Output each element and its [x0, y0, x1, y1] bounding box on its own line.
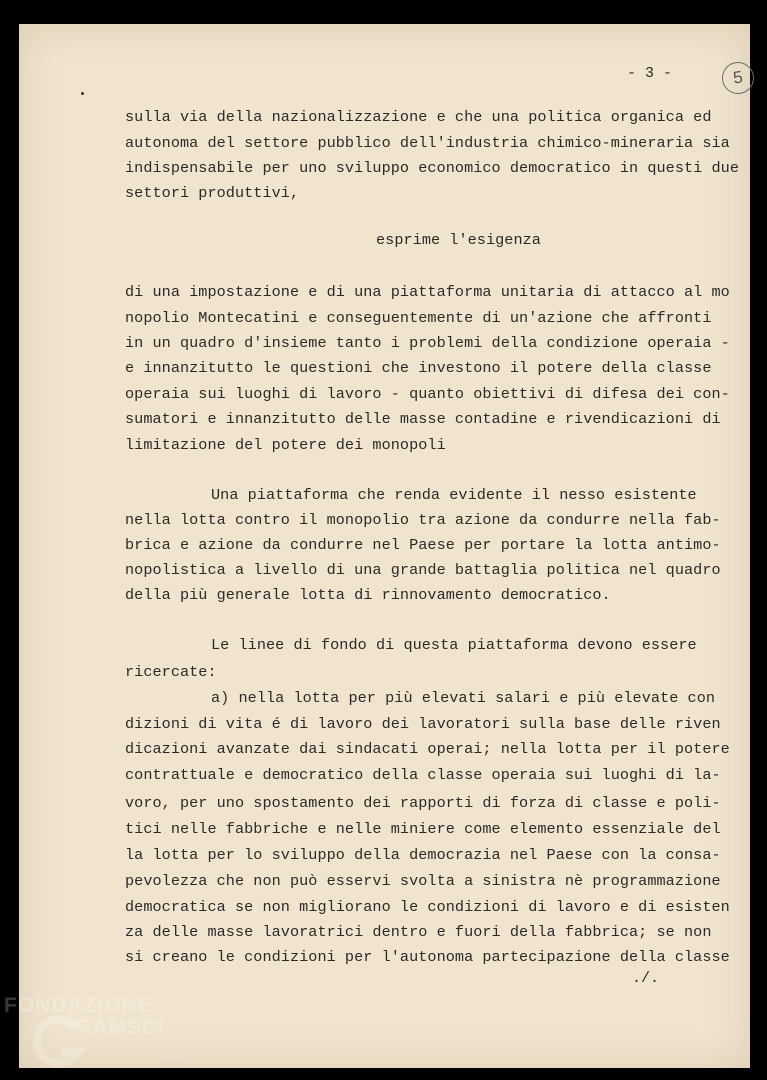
archive-stamp: 5 — [720, 60, 756, 96]
text-line: la lotta per lo sviluppo della democrazia nel Paese con la consa- — [125, 846, 721, 864]
text-line: della più generale lotta di rinnovamento democratico. — [125, 586, 611, 604]
text-line: limitazione del potere dei monopoli — [125, 436, 446, 454]
section-heading: esprime l'esigenza — [376, 231, 541, 249]
watermark-line-2: RAMSCI — [76, 1016, 165, 1039]
text-line: Una piattaforma che renda evidente il nesso esistente — [211, 486, 697, 504]
text-line: sulla via della nazionalizzazione e che una politica organica ed — [125, 108, 712, 126]
text-line: dizioni di vita é di lavoro dei lavoratori sulla base delle riven — [125, 715, 721, 733]
text-line: brica e azione da condurre nel Paese per portare la lotta antimo- — [125, 536, 721, 554]
text-line: Le linee di fondo di questa piattaforma devono essere — [211, 636, 697, 654]
text-line: settori produttivi, — [125, 184, 300, 202]
text-line: pevolezza che non può esservi svolta a sinistra nè programmazione — [125, 872, 721, 890]
text-line: nella lotta contro il monopolio tra azione da condurre nella fab- — [125, 511, 721, 529]
text-line: sumatori e innanzitutto delle masse contadine e rivendicazioni di — [125, 410, 721, 428]
text-line: a) nella lotta per più elevati salari e più elevate con — [211, 689, 716, 707]
text-line: democratica se non migliorano le condizioni di lavoro e di esisten — [125, 898, 730, 916]
text-line: indispensabile per uno sviluppo economico democratico in questi due — [125, 159, 739, 177]
text-line: in un quadro d'insieme tanto i problemi della condizione operaia - — [125, 334, 730, 352]
text-line: autonoma del settore pubblico dell'industria chimico-mineraria sia — [125, 134, 730, 152]
watermark-line-1: FONDAZIONE — [4, 994, 153, 1017]
text-line: si creano le condizioni per l'autonoma partecipazione della classe — [125, 948, 730, 966]
text-line: operaia sui luoghi di lavoro - quanto obiettivi di difesa dei con- — [125, 385, 730, 403]
ink-dot — [81, 92, 84, 95]
watermark-suffix: onlus — [162, 1052, 184, 1062]
text-line: voro, per uno spostamento dei rapporti di forza di classe e poli- — [125, 794, 721, 812]
text-line: za delle masse lavoratrici dentro e fuori della fabbrica; se non — [125, 923, 712, 941]
text-line: ricercate: — [125, 663, 217, 681]
continuation-mark: ./. — [632, 970, 660, 987]
text-line: nopolistica a livello di una grande battaglia politica nel quadro — [125, 561, 721, 579]
text-line: tici nelle fabbriche e nelle miniere come elemento essenziale del — [125, 820, 721, 838]
text-line: e innanzitutto le questioni che investono il potere della classe — [125, 359, 712, 377]
text-line: nopolio Montecatini e conseguentemente di un'azione che affronti — [125, 309, 712, 327]
text-line: contrattuale e democratico della classe operaia sui luoghi di la- — [125, 766, 721, 784]
fondazione-gramsci-watermark — [4, 994, 204, 1074]
text-line: dicazioni avanzate dai sindacati operai; nella lotta per il potere — [125, 740, 730, 758]
text-line: di una impostazione e di una piattaforma unitaria di attacco al mo — [125, 283, 730, 301]
page-number: - 3 - — [627, 65, 673, 82]
